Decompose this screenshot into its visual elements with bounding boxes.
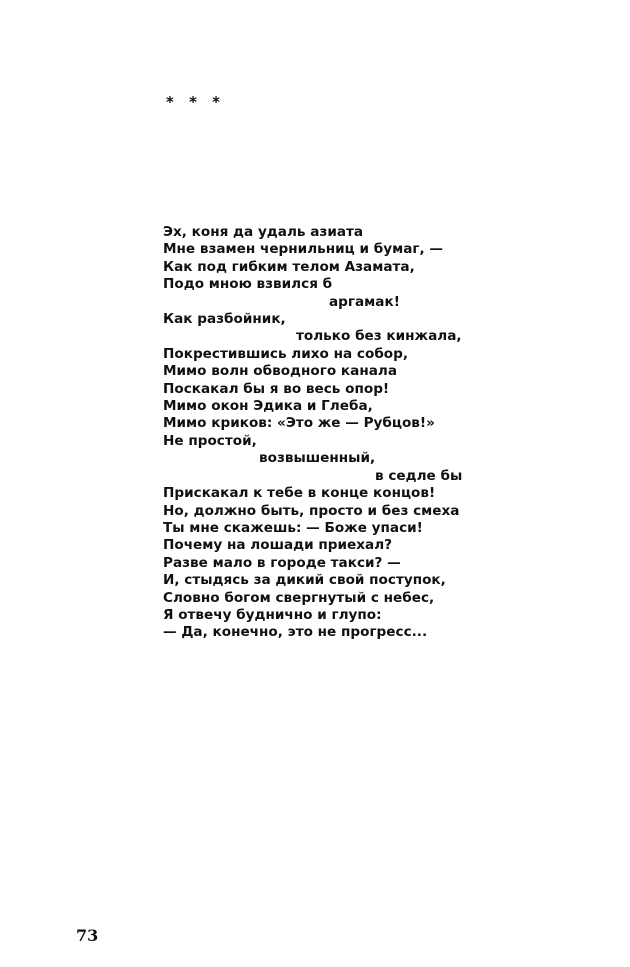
poem-line: Но, должно быть, просто и без смеха <box>163 502 460 519</box>
poem-line: Поскакал бы я во весь опор! <box>163 380 390 397</box>
poem-line: Разве мало в городе такси? — <box>163 554 401 571</box>
poem-line: — Да, конечно, это не прогресс... <box>163 624 428 641</box>
poem-line: Я отвечу буднично и глупо: <box>163 606 382 623</box>
poem-line: И, стыдясь за дикий свой поступок, <box>163 572 446 589</box>
poem-line: Мне взамен чернильниц и бумаг, — <box>163 241 443 258</box>
poem-line: в седле бы <box>375 467 463 484</box>
poem-line: Не простой, <box>163 432 257 449</box>
poem-line: Мимо криков: «Это же — Рубцов!» <box>163 415 435 432</box>
poem-line: Мимо волн обводного канала <box>163 363 398 380</box>
poem-line: Подо мною взвился б <box>163 276 333 293</box>
poem-line: Как разбойник, <box>163 311 286 328</box>
poem-line: Как под гибким телом Азамата, <box>163 258 415 275</box>
poem-line: Покрестившись лихо на собор, <box>163 345 409 362</box>
poem-line: Словно богом свергнутый с небес, <box>163 589 435 606</box>
poem-line: только без кинжала, <box>296 328 462 345</box>
section-ornament: * * * <box>166 93 225 111</box>
poem-line: Почему на лошади приехал? <box>163 537 393 554</box>
poem-text <box>163 224 493 642</box>
poem-line: Прискакал к тебе в конце концов! <box>163 485 436 502</box>
poem-line: Эх, коня да удаль азиата <box>163 224 364 240</box>
poem-line: аргамак! <box>329 293 400 310</box>
poem-line: Ты мне скажешь: — Боже упаси! <box>163 519 423 536</box>
poem-line: Мимо окон Эдика и Глеба, <box>163 398 373 415</box>
page-number: 73 <box>76 926 99 945</box>
poem-line: возвышенный, <box>259 450 376 467</box>
